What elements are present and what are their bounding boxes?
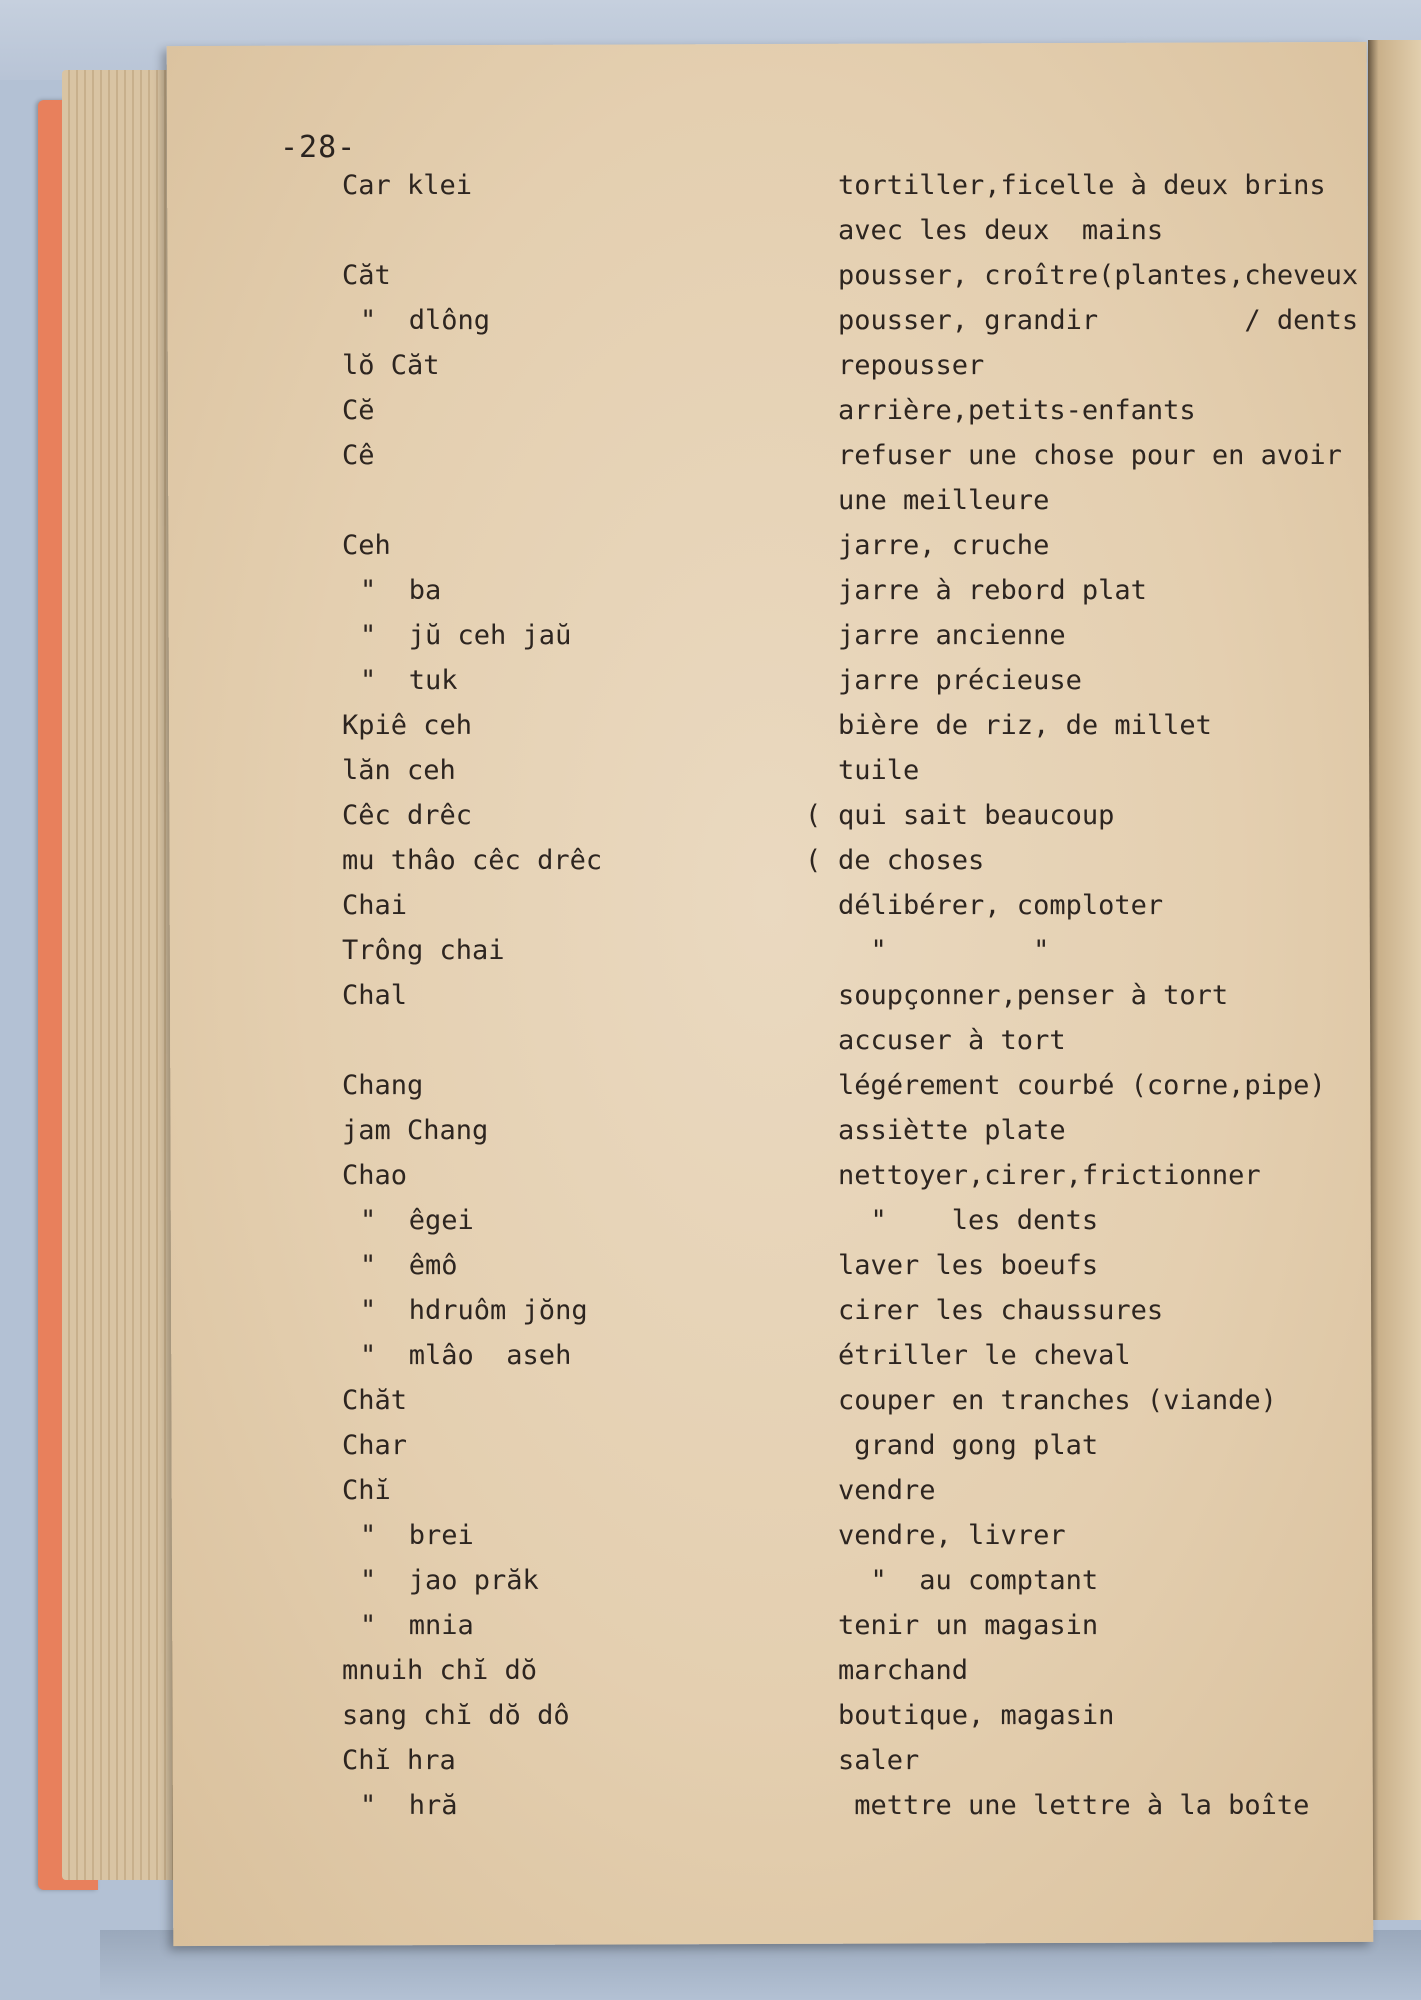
entry-term: Char bbox=[342, 1430, 408, 1461]
glossary-entry bbox=[0, 1070, 1421, 1110]
glossary-entry bbox=[0, 1745, 1421, 1785]
entry-term: " ba bbox=[360, 575, 442, 606]
entry-gloss: arrière,petits-enfants bbox=[838, 395, 1196, 426]
entry-term: Cê bbox=[342, 440, 375, 471]
entry-gloss: marchand bbox=[838, 1655, 969, 1686]
entry-gloss: cirer les chaussures bbox=[838, 1295, 1164, 1326]
entry-gloss: pousser, grandir / dents bbox=[838, 305, 1359, 336]
entry-gloss: une meilleure bbox=[838, 485, 1050, 516]
entry-term: " hră bbox=[360, 1790, 458, 1821]
entry-term: " mlâo aseh bbox=[360, 1340, 572, 1371]
glossary-entry bbox=[0, 1610, 1421, 1650]
entry-gloss: vendre bbox=[838, 1475, 936, 1506]
entry-gloss: repousser bbox=[838, 350, 985, 381]
entry-term: lăn ceh bbox=[342, 755, 456, 786]
entry-gloss: jarre ancienne bbox=[838, 620, 1066, 651]
entry-term: Căt bbox=[342, 260, 391, 291]
entry-gloss: de choses bbox=[838, 845, 985, 876]
glossary-entry bbox=[0, 1385, 1421, 1425]
glossary-entry bbox=[0, 350, 1421, 390]
entry-term: " dlông bbox=[360, 305, 491, 336]
glossary-entry bbox=[0, 1430, 1421, 1470]
entry-gloss: bière de riz, de millet bbox=[838, 710, 1212, 741]
glossary-entry bbox=[0, 530, 1421, 570]
entry-term: " mnia bbox=[360, 1610, 474, 1641]
glossary-entry bbox=[0, 755, 1421, 795]
page-number: -28- bbox=[280, 130, 357, 165]
entry-term: Cĕ bbox=[342, 395, 375, 426]
entry-gloss: jarre précieuse bbox=[838, 665, 1082, 696]
glossary-entry bbox=[0, 665, 1421, 705]
entry-gloss: refuser une chose pour en avoir bbox=[838, 440, 1342, 471]
entry-gloss: nettoyer,cirer,frictionner bbox=[838, 1160, 1261, 1191]
glossary-entry bbox=[0, 1340, 1421, 1380]
entry-term: Car klei bbox=[342, 170, 473, 201]
entry-term: " brei bbox=[360, 1520, 474, 1551]
entry-gloss: accuser à tort bbox=[838, 1025, 1066, 1056]
glossary-entry bbox=[0, 935, 1421, 975]
entry-gloss: étriller le cheval bbox=[838, 1340, 1131, 1371]
glossary-entry bbox=[0, 845, 1421, 885]
entry-gloss: vendre, livrer bbox=[838, 1520, 1066, 1551]
entry-term: " êmô bbox=[360, 1250, 458, 1281]
glossary-entry bbox=[0, 1295, 1421, 1335]
glossary-entry bbox=[0, 620, 1421, 660]
entry-term: " jŭ ceh jaŭ bbox=[360, 620, 572, 651]
entry-term: Kpiê ceh bbox=[342, 710, 473, 741]
entry-gloss: couper en tranches (viande) bbox=[838, 1385, 1277, 1416]
entry-term: Chĭ hra bbox=[342, 1745, 456, 1776]
entry-gloss: jarre, cruche bbox=[838, 530, 1050, 561]
entry-gloss: légérement courbé (corne,pipe) bbox=[838, 1070, 1326, 1101]
glossary-entry bbox=[0, 710, 1421, 750]
entry-gloss: " les dents bbox=[838, 1205, 1099, 1236]
entry-gloss: saler bbox=[838, 1745, 920, 1776]
entry-term: " jao prăk bbox=[360, 1565, 539, 1596]
entry-term: Chai bbox=[342, 890, 408, 921]
entry-gloss: assiètte plate bbox=[838, 1115, 1066, 1146]
entry-term: Chĭ bbox=[342, 1475, 391, 1506]
entry-term: lŏ Căt bbox=[342, 350, 440, 381]
entry-bracket: ( bbox=[805, 845, 822, 876]
entry-term: Chang bbox=[342, 1070, 424, 1101]
entry-gloss: mettre une lettre à la boîte bbox=[838, 1790, 1310, 1821]
entry-term: mu thâo cêc drêc bbox=[342, 845, 603, 876]
glossary-entry bbox=[0, 485, 1421, 525]
entry-gloss: tenir un magasin bbox=[838, 1610, 1099, 1641]
entry-term: Chal bbox=[342, 980, 408, 1011]
glossary-entry bbox=[0, 980, 1421, 1020]
entry-term: " êgei bbox=[360, 1205, 474, 1236]
entry-term: sang chĭ dŏ dô bbox=[342, 1700, 570, 1731]
glossary-entry bbox=[0, 170, 1421, 210]
glossary-entry bbox=[0, 1790, 1421, 1830]
entry-term: Cêc drêc bbox=[342, 800, 473, 831]
entry-gloss: " au comptant bbox=[838, 1565, 1099, 1596]
glossary-entry bbox=[0, 575, 1421, 615]
glossary-entry bbox=[0, 1205, 1421, 1245]
glossary-entry bbox=[0, 305, 1421, 345]
entry-bracket: ( bbox=[805, 800, 822, 831]
glossary-entry bbox=[0, 890, 1421, 930]
glossary-entry bbox=[0, 260, 1421, 300]
glossary-entry bbox=[0, 1565, 1421, 1605]
entry-term: Ceh bbox=[342, 530, 391, 561]
glossary-entry bbox=[0, 800, 1421, 840]
entry-gloss: tuile bbox=[838, 755, 920, 786]
glossary-entry bbox=[0, 1700, 1421, 1740]
glossary-entry bbox=[0, 1160, 1421, 1200]
entry-term: Chăt bbox=[342, 1385, 408, 1416]
glossary-entry bbox=[0, 1115, 1421, 1155]
glossary-entry bbox=[0, 1520, 1421, 1560]
entry-gloss: délibérer, comploter bbox=[838, 890, 1164, 921]
glossary-entry bbox=[0, 1250, 1421, 1290]
entry-gloss: avec les deux mains bbox=[838, 215, 1164, 246]
entry-gloss: " " bbox=[838, 935, 1050, 966]
entry-term: " hdruôm jŏng bbox=[360, 1295, 588, 1326]
entry-gloss: pousser, croître(plantes,cheveux bbox=[838, 260, 1359, 291]
entry-term: jam Chang bbox=[342, 1115, 489, 1146]
glossary-entry bbox=[0, 215, 1421, 255]
entry-term: " tuk bbox=[360, 665, 458, 696]
entry-gloss: laver les boeufs bbox=[838, 1250, 1099, 1281]
entry-gloss: jarre à rebord plat bbox=[838, 575, 1147, 606]
entry-gloss: boutique, magasin bbox=[838, 1700, 1115, 1731]
entry-gloss: soupçonner,penser à tort bbox=[838, 980, 1229, 1011]
entry-gloss: tortiller,ficelle à deux brins bbox=[838, 170, 1326, 201]
glossary-entry bbox=[0, 395, 1421, 435]
entry-term: Chao bbox=[342, 1160, 408, 1191]
glossary-entry bbox=[0, 1655, 1421, 1695]
entry-term: Trông chai bbox=[342, 935, 505, 966]
entry-gloss: qui sait beaucoup bbox=[838, 800, 1115, 831]
entry-term: mnuih chĭ dŏ bbox=[342, 1655, 538, 1686]
glossary-entry bbox=[0, 440, 1421, 480]
entry-gloss: grand gong plat bbox=[838, 1430, 1099, 1461]
glossary-entry bbox=[0, 1025, 1421, 1065]
glossary-entry bbox=[0, 1475, 1421, 1515]
